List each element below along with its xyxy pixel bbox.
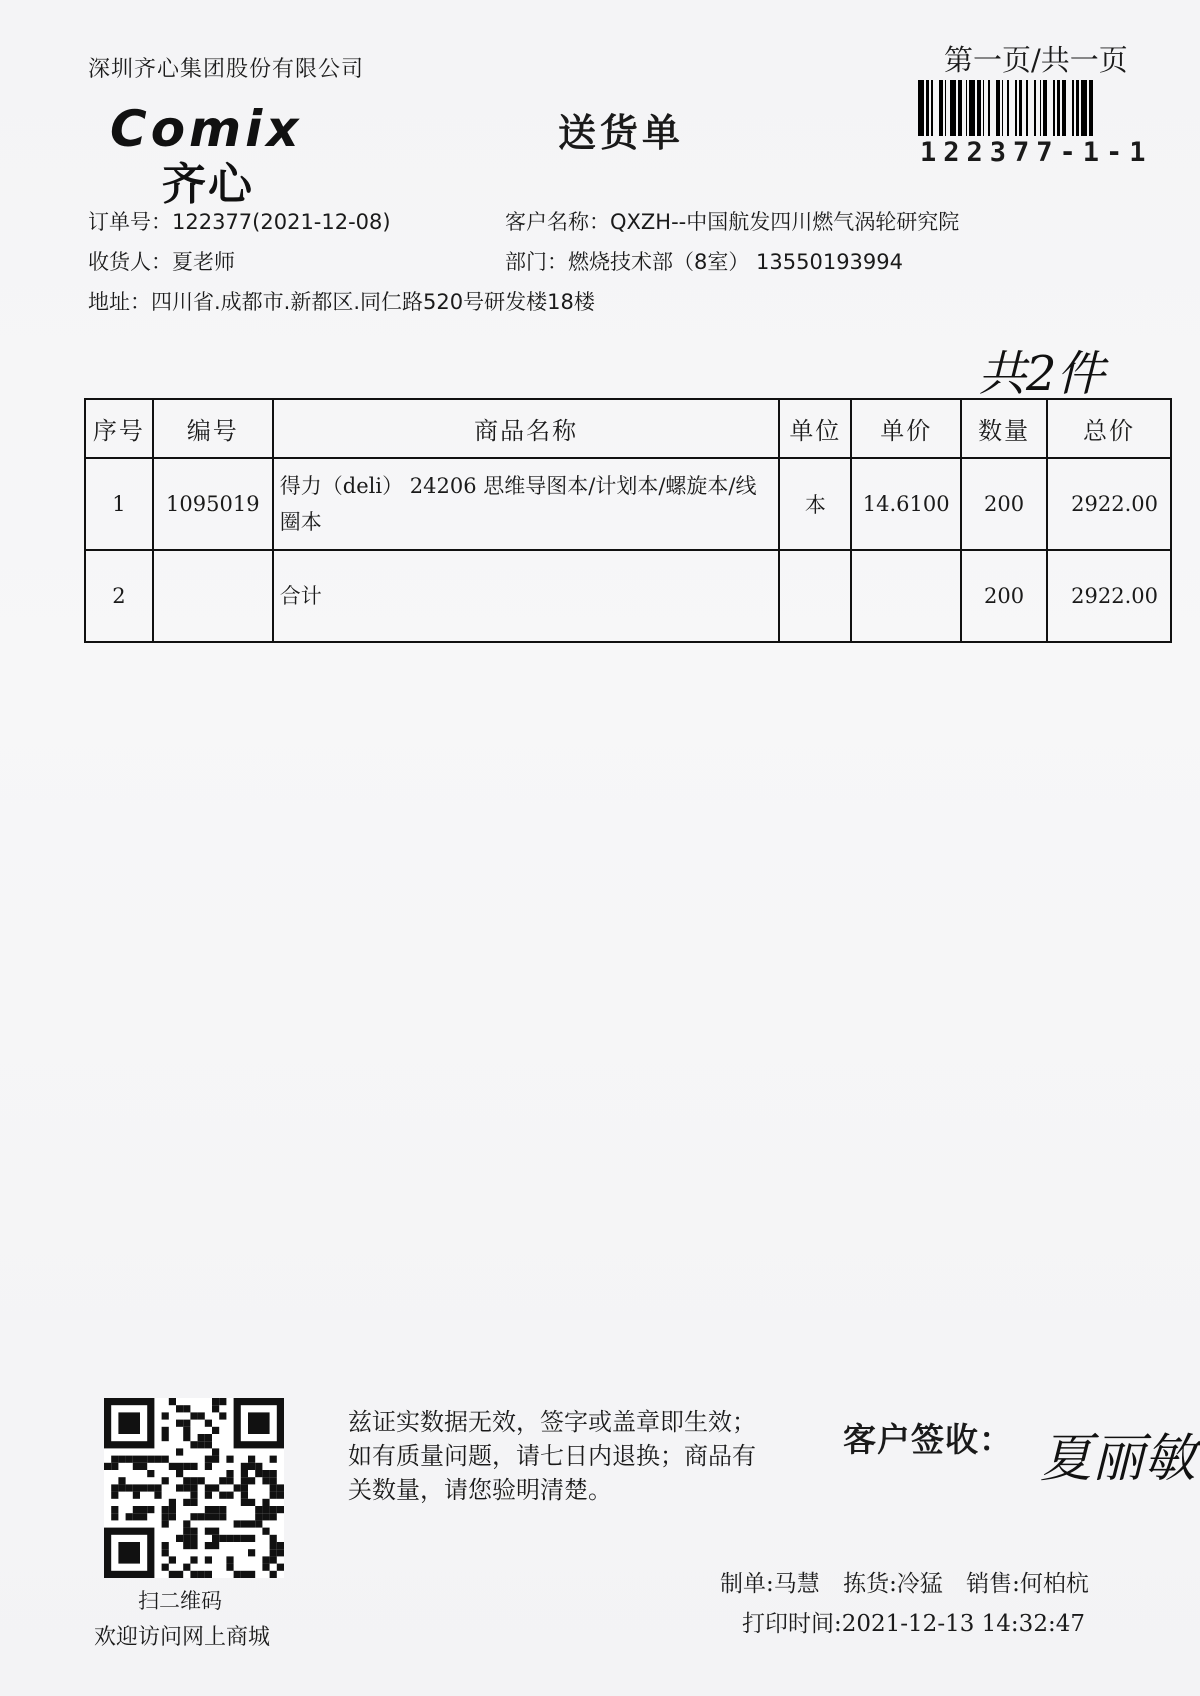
- notice-text: 兹证实数据无效，签字或盖章即生效；如有质量问题，请七日内退换；商品有关数量，请您验明清楚。: [348, 1408, 756, 1504]
- qr-caption-mall: 欢迎访问网上商城: [94, 1625, 271, 1650]
- table-header: 总价: [1047, 399, 1171, 458]
- page-info: 第一页/共一页: [944, 43, 1128, 77]
- table-header: 序号: [85, 399, 153, 458]
- table-header-row: [85, 399, 1171, 458]
- table-header: 单价: [851, 399, 961, 458]
- customer-signature: 夏丽敏: [1040, 1429, 1197, 1489]
- cell-index: 2: [85, 550, 153, 642]
- cell-unit-price: 14.6100: [851, 458, 961, 550]
- cell-unit: [779, 550, 851, 642]
- sign-label: 客户签收：: [843, 1420, 1013, 1459]
- cell-product-name: 得力（deli） 24206 思维导图本/计划本/螺旋本/线圈本: [273, 458, 780, 550]
- cell-total: 2922.00: [1047, 550, 1171, 642]
- sales: 销售:何柏杭: [966, 1571, 1089, 1597]
- print-time: 打印时间:2021-12-13 14:32:47: [742, 1611, 1085, 1637]
- table-row: [85, 550, 1171, 642]
- cell-code: 1095019: [153, 458, 273, 550]
- cell-unit-price: [851, 550, 961, 642]
- receiver: 收货人：夏老师: [88, 250, 235, 274]
- cell-product-name: 合计: [273, 550, 780, 642]
- department: 部门：燃烧技术部（8室） 13550193994: [505, 250, 904, 274]
- picker: 拣货:冷猛: [843, 1571, 943, 1597]
- barcode-icon: [918, 80, 1130, 136]
- maker: 制单:马慧: [720, 1571, 820, 1597]
- comix-logo-cn: 齐心: [162, 159, 254, 210]
- company-name: 深圳齐心集团股份有限公司: [88, 57, 365, 82]
- qr-caption: 扫二维码: [138, 1589, 222, 1613]
- cell-index: 1: [85, 458, 153, 550]
- cell-quantity: 200: [961, 550, 1047, 642]
- order-number: 订单号：122377(2021-12-08): [88, 210, 391, 234]
- staff-line: [720, 1565, 1105, 1598]
- customer-name: 客户名称：QXZH--中国航发四川燃气涡轮研究院: [505, 210, 960, 234]
- comix-logo: Comix: [110, 100, 303, 158]
- table-header: 商品名称: [273, 399, 780, 458]
- items-table: [84, 398, 1172, 643]
- table-row: [85, 458, 1171, 550]
- table-header: 数量: [961, 399, 1047, 458]
- table-header: 编号: [153, 399, 273, 458]
- cell-quantity: 200: [961, 458, 1047, 550]
- address: 地址：四川省.成都市.新都区.同仁路520号研发楼18楼: [88, 290, 595, 314]
- barcode-number: 122377-1-1: [920, 137, 1153, 168]
- cell-code: [153, 550, 273, 642]
- qr-code-icon: [104, 1398, 284, 1578]
- cell-total: 2922.00: [1047, 458, 1171, 550]
- handwritten-note: 共2件: [978, 346, 1105, 402]
- cell-unit: 本: [779, 458, 851, 550]
- document-title: 送货单: [558, 111, 685, 155]
- table-header: 单位: [779, 399, 851, 458]
